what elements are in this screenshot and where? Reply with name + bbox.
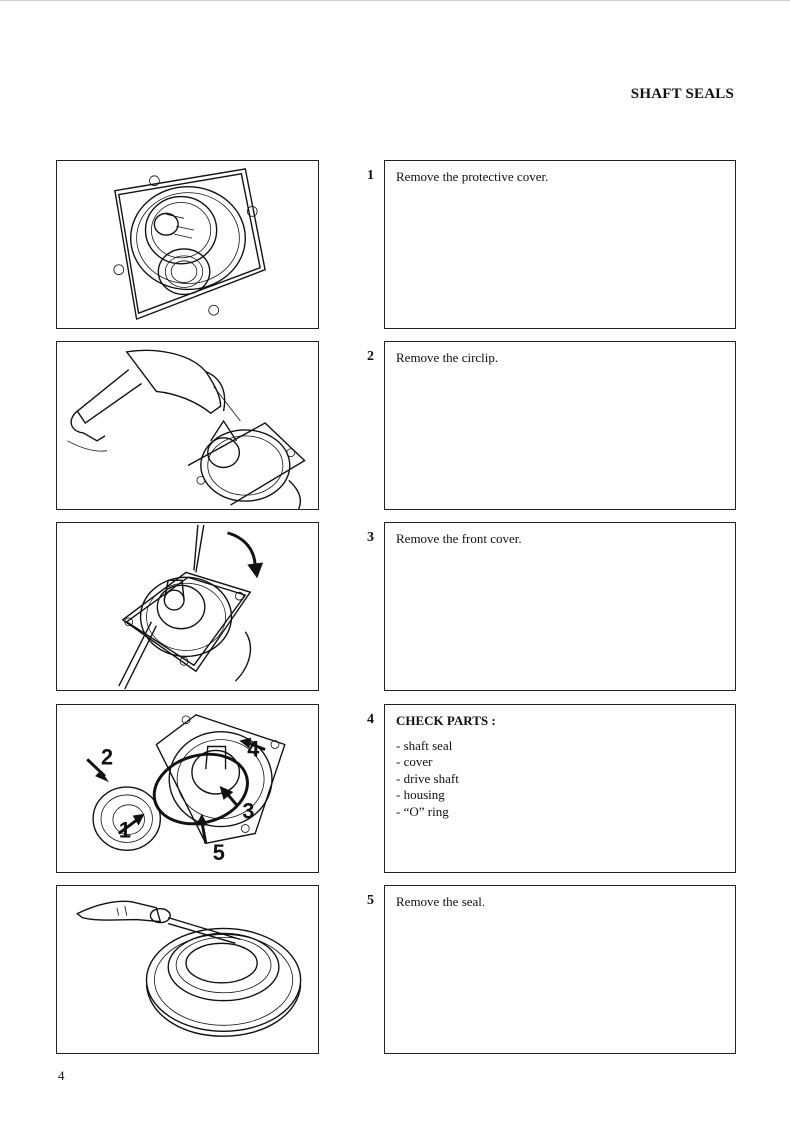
figure-1-protective-cover bbox=[56, 160, 319, 329]
step-4-instruction bbox=[384, 704, 736, 873]
step-number: 2 bbox=[367, 349, 374, 364]
step-5-instruction bbox=[384, 885, 736, 1054]
step-number: 5 bbox=[367, 893, 374, 908]
step-2-instruction bbox=[384, 341, 736, 510]
part-label-2: 2 bbox=[101, 744, 114, 770]
step-text: Remove the protective cover. bbox=[396, 169, 549, 184]
list-item: - housing bbox=[396, 787, 445, 802]
part-label-3: 3 bbox=[242, 798, 255, 824]
figure-3-front-cover bbox=[56, 522, 319, 691]
list-item: - “O” ring bbox=[396, 803, 449, 819]
list-item: - cover bbox=[396, 754, 433, 769]
step-text: Remove the seal. bbox=[396, 894, 486, 909]
step-number: 4 bbox=[367, 712, 374, 727]
figure-2-circlip bbox=[56, 341, 319, 510]
top-rule bbox=[0, 0, 790, 1]
part-label-5: 5 bbox=[212, 840, 225, 866]
list-item: - shaft seal bbox=[396, 737, 453, 753]
step-text: Remove the circlip. bbox=[396, 350, 499, 365]
figure-4-check-parts bbox=[56, 704, 319, 873]
step-text: Remove the front cover. bbox=[396, 531, 522, 546]
page-title: SHAFT SEALS bbox=[630, 86, 734, 102]
check-parts-list bbox=[396, 738, 724, 821]
check-parts-title: CHECK PARTS : bbox=[396, 713, 496, 728]
figure-5-seal bbox=[56, 885, 319, 1054]
part-label-1: 1 bbox=[118, 817, 131, 843]
list-item: - drive shaft bbox=[396, 770, 459, 786]
step-number: 1 bbox=[367, 168, 374, 183]
step-1-instruction bbox=[384, 160, 736, 329]
step-number: 3 bbox=[367, 530, 374, 545]
step-3-instruction bbox=[384, 522, 736, 691]
page-number: 4 bbox=[58, 1068, 65, 1083]
part-label-4: 4 bbox=[247, 736, 260, 762]
